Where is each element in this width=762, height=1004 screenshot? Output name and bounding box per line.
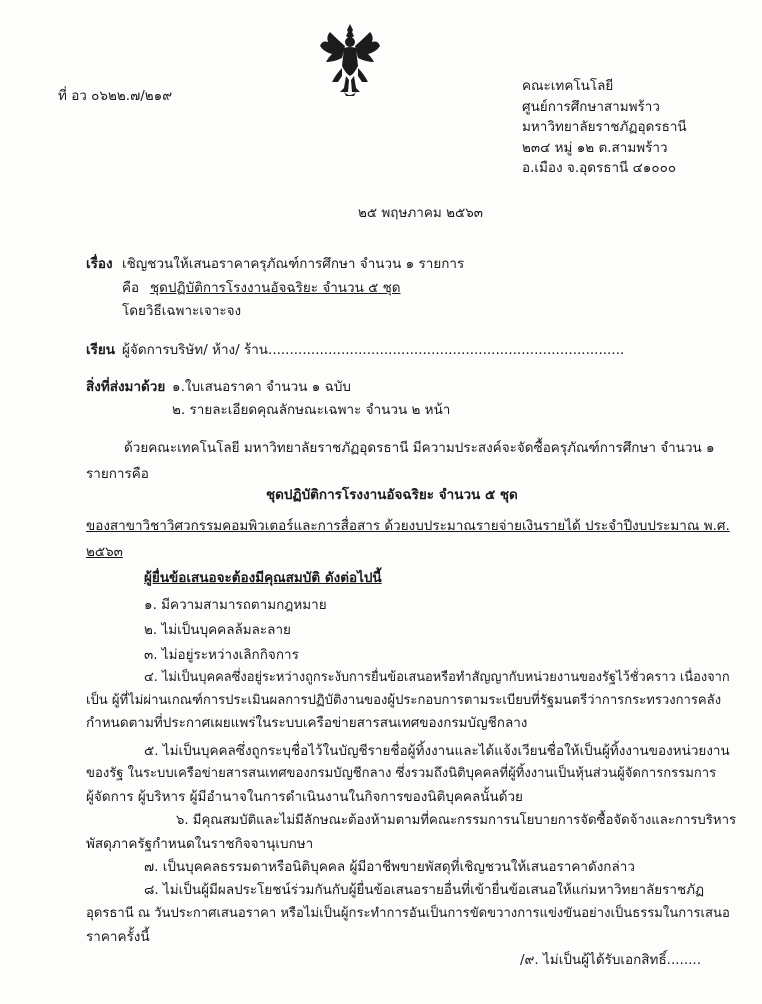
qualification-continuation: ของรัฐ ในระบบเครือข่ายสารสนเทศของกรมบัญชีกลาง ซึ่งรวมถึงนิติบุคคลที่ผู้ทิ้งงานเป็นหุ้นส่วนผู้จัดการกรรมการ — [86, 766, 717, 781]
enclosures-label: สิ่งที่ส่งมาด้วย — [86, 379, 166, 395]
enclosure-item: ๑.ใบเสนอราคา จำนวน ๑ ฉบับ — [172, 379, 351, 395]
subject-line-2-item: ชุดปฏิบัติการโรงงานอัจฉริยะ จำนวน ๕ ชุด — [150, 280, 401, 296]
item-title: ชุดปฏิบัติการโรงงานอัจฉริยะ จำนวน ๕ ชุด — [266, 487, 518, 503]
qualification-continuation: เป็น ผู้ที่ไม่ผ่านเกณฑ์การประเมินผลการปฏิบัติงานของผู้ประกอบการตามระเบียบที่รัฐมนตรีว่าการกระทรวงการคลัง — [86, 693, 722, 708]
reference-number: ที่ อว ๐๖๒๒.๗/๒๑๙ — [58, 88, 173, 104]
qualification-item: ๓. ไม่อยู่ระหว่างเลิกกิจการ — [144, 647, 299, 663]
qualification-continuation: ราคาครั้งนี้ — [86, 929, 150, 945]
letter-date: ๒๕ พฤษภาคม ๒๕๖๓ — [358, 205, 483, 221]
sender-line: มหาวิทยาลัยราชภัฏอุดรธานี — [522, 119, 687, 135]
intro-line-2: รายการคือ — [86, 466, 149, 482]
qualification-continuation: พัสดุภาครัฐกำหนดในราชกิจจานุเบกษา — [86, 836, 314, 852]
subject-line-1: เชิญชวนให้เสนอราคาครุภัณฑ์การศึกษา จำนวน ๑ รายการ — [122, 256, 465, 272]
purpose-line-1: ของสาขาวิชาวิศวกรรมคอมพิวเตอร์และการสื่อสาร ด้วยงบประมาณรายจ่ายเงินรายได้ ประจำปีงบประมาณ พ.ศ. — [86, 518, 730, 534]
qualification-continuation: ผู้จัดการ ผู้บริหาร ผู้มีอำนาจในการดำเนินงานในกิจการของนิติบุคคลนั้นด้วย — [86, 789, 523, 805]
qualification-item: ๘. ไม่เป็นผู้มีผลประโยชน์ร่วมกันกับผู้ยื่นข้อเสนอรายอื่นที่เข้ายื่นข้อเสนอให้แก่มหาวิทยาลัยราชภัฏ — [144, 882, 705, 898]
subject-line-2-prefix: คือ — [122, 280, 140, 296]
qualification-item: ๖. มีคุณสมบัติและไม่มีลักษณะต้องห้ามตามที่คณะกรรมการนโยบายการจัดซื้อจัดจ้างและการบริหาร — [176, 813, 737, 828]
qualification-item: ๕. ไม่เป็นบุคคลซึ่งถูกระบุชื่อไว้ในบัญชีรายชื่อผู้ทิ้งงานและได้แจ้งเวียนชื่อให้เป็นผู้ทิ้งงานของหน่วยงาน — [144, 743, 730, 759]
subject-line-3: โดยวิธีเฉพาะเจาะจง — [122, 303, 242, 319]
sender-line: ศูนย์การศึกษาสามพร้าว — [522, 98, 660, 115]
sender-line: คณะเทคโนโลยี — [522, 78, 614, 94]
qualifications-heading: ผู้ยื่นข้อเสนอจะต้องมีคุณสมบัติ ดังต่อไปนี้ — [144, 570, 382, 586]
enclosure-item: ๒. รายละเอียดคุณลักษณะเฉพาะ จำนวน ๒ หน้า — [172, 402, 451, 418]
salutation-recipient: ผู้จัดการบริษัท/ ห้าง/ ร้าน................................................................................... — [122, 342, 625, 358]
garuda-emblem-icon — [318, 22, 382, 98]
sender-address — [522, 76, 687, 179]
subject-label: เรื่อง — [86, 256, 113, 272]
intro-line-1: ด้วยคณะเทคโนโลยี มหาวิทยาลัยราชภัฏอุดรธานี มีความประสงค์จะจัดซื้อครุภัณฑ์การศึกษา จำนวน ๑ — [124, 440, 715, 456]
qualification-item: ๔. ไม่เป็นบุคคลซึ่งอยู่ระหว่างถูกระงับการยื่นข้อเสนอหรือทำสัญญากับหน่วยงานของรัฐไว้ชั่วคราว เนื่องจาก — [144, 670, 730, 685]
salutation-label: เรียน — [86, 342, 116, 358]
sender-line: ๒๓๔ หมู่ ๑๒ ต.สามพร้าว — [522, 139, 668, 156]
qualification-item: ๒. ไม่เป็นบุคคลล้มละลาย — [144, 622, 291, 638]
purpose-line-2: ๒๕๖๓ — [86, 544, 123, 560]
qualification-item: ๑. มีความสามารถตามกฎหมาย — [144, 597, 327, 613]
qualification-item: ๗. เป็นบุคคลธรรมดาหรือนิติบุคคล ผู้มีอาชีพขายพัสดุที่เชิญชวนให้เสนอราคาดังกล่าว — [144, 859, 635, 875]
qualification-continuation: อุดรธานี ณ วันประกาศเสนอราคา หรือไม่เป็นผู้กระทำการอันเป็นการขัดขวางการแข่งขันอย่างเป็นธรรมในการเสนอ — [86, 906, 730, 921]
qualification-continuation: กำหนดตามที่ประกาศเผยแพร่ในระบบเครือข่ายสารสนเทศของกรมบัญชีกลาง — [86, 715, 528, 731]
continuation-note: /๙. ไม่เป็นผู้ได้รับเอกสิทธิ์........ — [520, 952, 702, 968]
sender-line: อ.เมือง จ.อุดรธานี ๔๑๐๐๐ — [522, 160, 677, 176]
